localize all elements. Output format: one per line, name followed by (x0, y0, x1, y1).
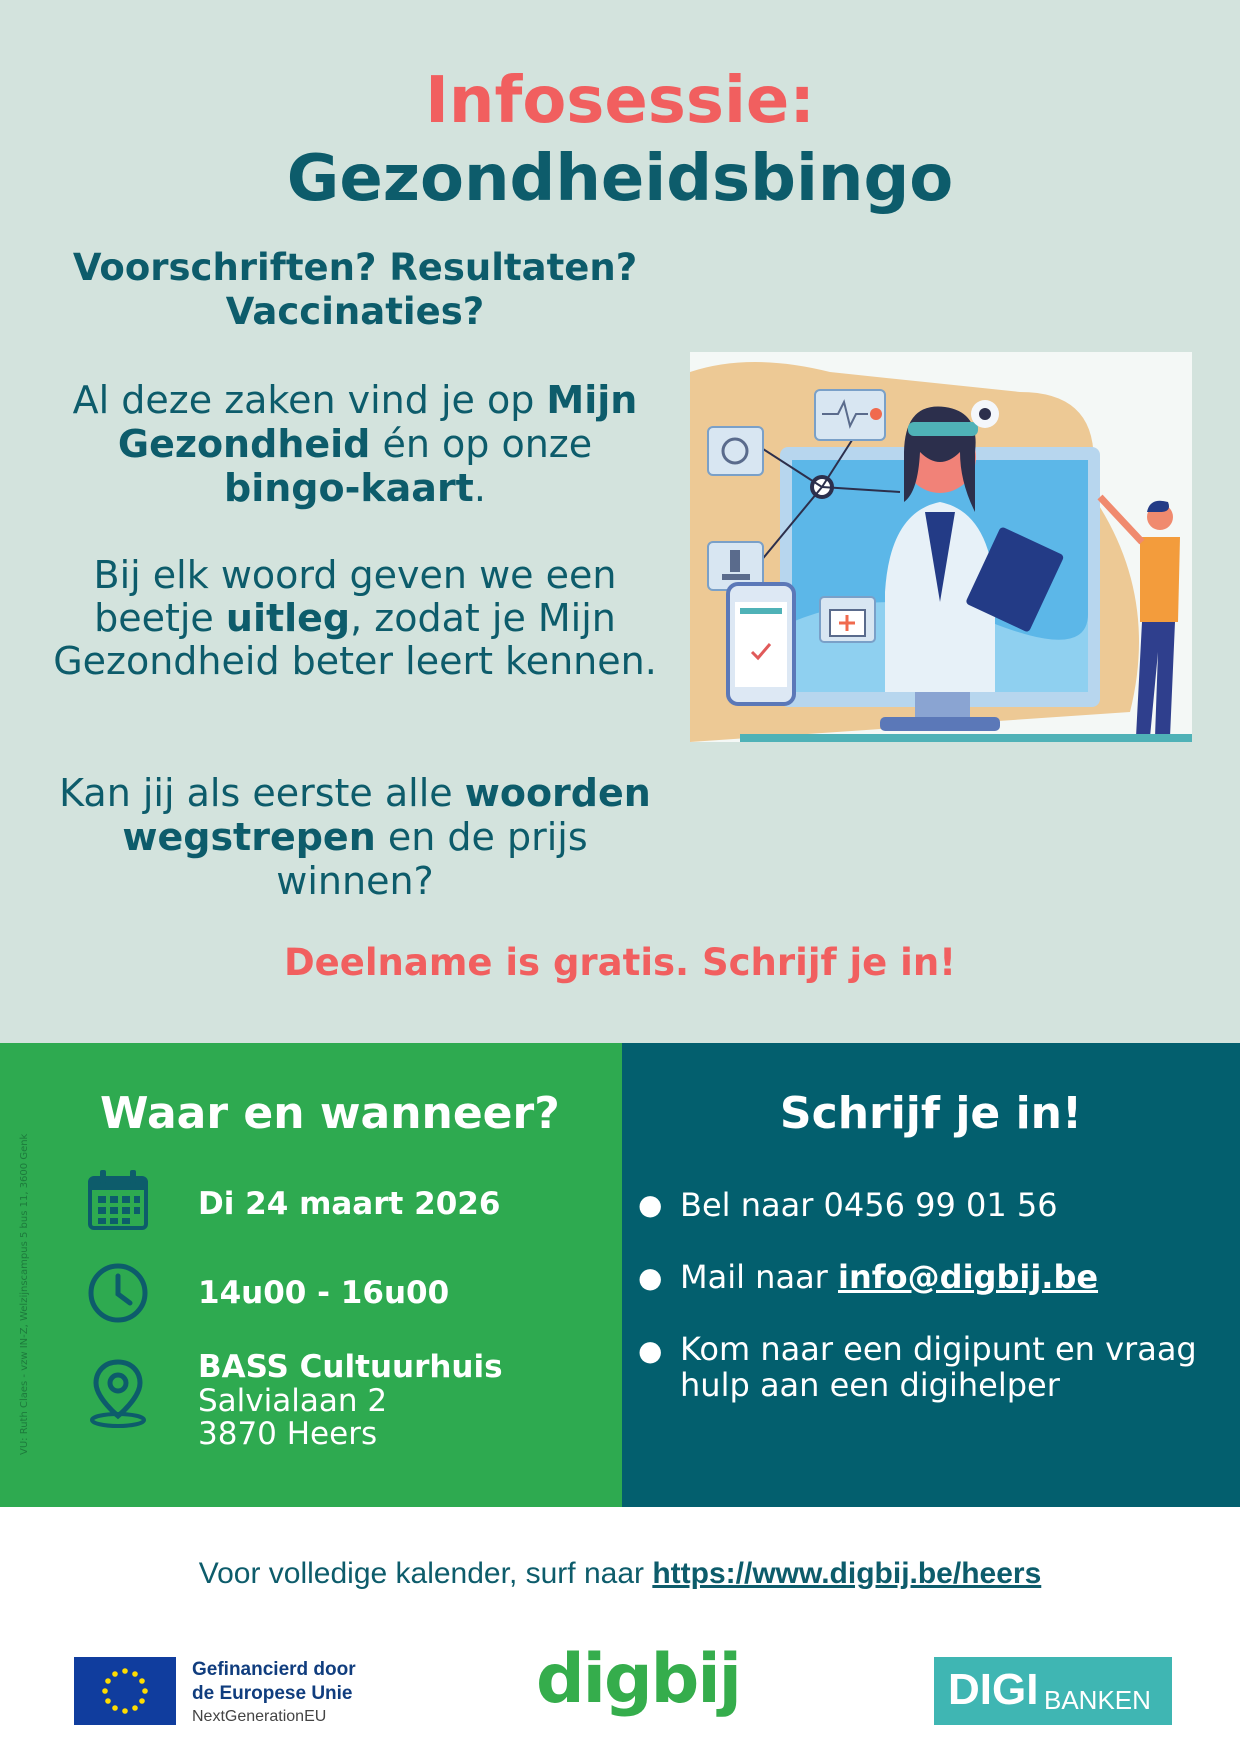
where-when-title: Waar en wanneer? (100, 1088, 560, 1139)
signup-title: Schrijf je in! (779, 1088, 1083, 1139)
calendar-icon (86, 1168, 150, 1232)
p3-bold-woorden: woorden wegstrepen (122, 771, 651, 859)
eu-funding-text (192, 1658, 356, 1706)
mail-label: Mail naar (680, 1258, 838, 1296)
vu-text: VU: Ruth Claes - vzw IN-Z, Welzijnscampus 5 bus 11, 3600 Genk (19, 1133, 30, 1455)
calendar-line (0, 1557, 1240, 1591)
p2-text-a: Bij elk woord geven we een beetje (93, 553, 617, 640)
p1-text-a: Al deze zaken vind je op (72, 378, 547, 422)
eu-nextgen: NextGenerationEU (192, 1708, 327, 1725)
eu-line2: de Europese Unie (192, 1683, 353, 1704)
bullet: ● (638, 1188, 663, 1221)
cta-text: Deelname is gratis. Schrijf je in! (283, 941, 957, 984)
venue-street: Salvialaan 2 (198, 1383, 388, 1419)
questions-line1: Voorschriften? Resultaten? (72, 246, 638, 289)
title-line2: Gezondheidsbingo (286, 142, 954, 216)
event-date: Di 24 maart 2026 (198, 1186, 501, 1222)
venue-name: BASS Cultuurhuis (198, 1349, 503, 1385)
eu-line1: Gefinancierd door (192, 1659, 356, 1680)
digibanken-big: DIGI (948, 1665, 1039, 1714)
venue-city: 3870 Heers (198, 1416, 378, 1452)
p2-bold-uitleg: uitleg (225, 596, 351, 640)
event-time: 14u00 - 16u00 (198, 1275, 450, 1311)
bullet: ● (638, 1261, 663, 1294)
signup-item-digipunt: Kom naar een digipunt en vraag hulp aan een digihelper (680, 1330, 1197, 1404)
digbij-logo: digbij (536, 1640, 740, 1719)
intro-paragraph-2 (50, 554, 660, 683)
calendar-text: Voor volledige kalender, surf naar (198, 1557, 653, 1590)
intro-paragraph-3 (50, 771, 660, 903)
mail-link[interactable]: info@digbij.be (838, 1258, 1099, 1296)
eu-flag-logo (74, 1657, 176, 1725)
digibanken-logo (934, 1657, 1172, 1725)
intro-questions (50, 246, 660, 334)
calendar-link[interactable]: https://www.digbij.be/heers (652, 1557, 1042, 1590)
doctor-illustration (690, 352, 1192, 742)
p1-text-e: . (473, 466, 486, 510)
p3-text-c: en de prijs winnen? (276, 815, 588, 903)
p1-bold-mijn-gezondheid: Mijn Gezondheid (117, 378, 638, 466)
signup-item-mail (680, 1259, 1220, 1295)
p3-text-a: Kan jij als eerste alle (59, 771, 465, 815)
bullet: ● (638, 1334, 663, 1367)
p1-text-c: én op onze (370, 422, 593, 466)
clock-icon (86, 1261, 150, 1325)
intro-paragraph-1 (50, 378, 660, 510)
location-pin-icon (86, 1358, 150, 1428)
questions-line2: Vaccinaties? (225, 290, 485, 333)
title-line1: Infosessie: (425, 64, 815, 138)
p2-text-c: , zodat je Mijn Gezondheid beter leert kennen. (53, 596, 657, 683)
signup-item-phone: Bel naar 0456 99 01 56 (680, 1186, 1058, 1224)
digibanken-small: BANKEN (1044, 1685, 1151, 1715)
p1-bold-bingo-kaart: bingo-kaart (224, 466, 474, 510)
